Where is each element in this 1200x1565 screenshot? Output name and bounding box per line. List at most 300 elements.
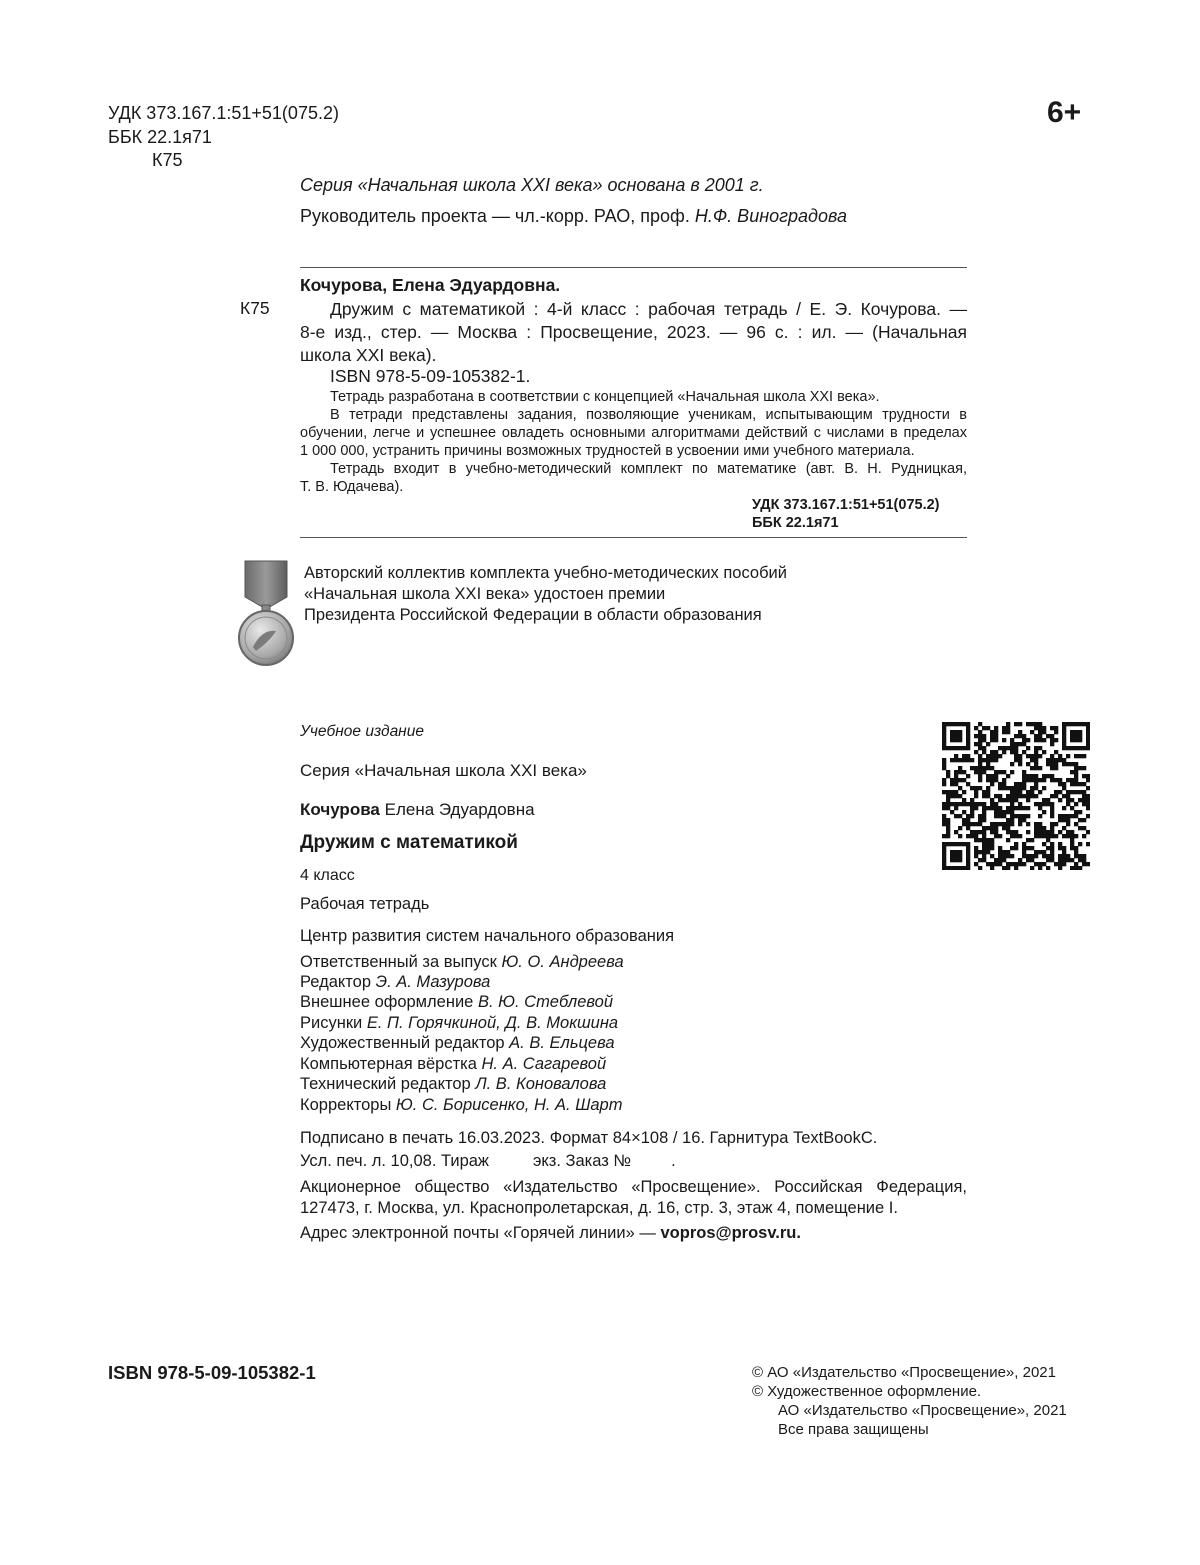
qr-module (1042, 726, 1046, 730)
qr-module (1050, 774, 1054, 778)
qr-module (1066, 818, 1070, 822)
qr-module (954, 790, 958, 794)
qr-module (1078, 842, 1082, 846)
qr-module (978, 766, 982, 770)
qr-module (1050, 734, 1054, 738)
qr-module (1010, 806, 1014, 810)
qr-module (1082, 858, 1086, 862)
qr-module (1062, 834, 1066, 838)
qr-module (1074, 730, 1078, 734)
qr-module (1030, 754, 1034, 758)
qr-module (1054, 822, 1058, 826)
qr-module (990, 806, 994, 810)
qr-module (1054, 750, 1058, 754)
qr-module (998, 770, 1002, 774)
qr-module (954, 730, 958, 734)
annotation-line: 1 000 000, устранить причины возможных трудностей в усвоении ими учебного материала. (300, 443, 915, 459)
qr-module (1002, 770, 1006, 774)
qr-module (966, 814, 970, 818)
qr-module (1066, 822, 1070, 826)
bbk-top: ББК 22.1я71 (108, 127, 212, 147)
qr-module (1078, 810, 1082, 814)
qr-module (1066, 802, 1070, 806)
qr-module (1054, 790, 1058, 794)
qr-module (1062, 738, 1066, 742)
qr-module (1018, 790, 1022, 794)
qr-module (1054, 730, 1058, 734)
qr-module (1010, 746, 1014, 750)
qr-module (1026, 806, 1030, 810)
qr-module (954, 854, 958, 858)
qr-module (1030, 730, 1034, 734)
qr-module (1070, 770, 1074, 774)
qr-module (1054, 726, 1058, 730)
qr-module (986, 766, 990, 770)
qr-module (978, 830, 982, 834)
qr-module (994, 778, 998, 782)
qr-module (1046, 762, 1050, 766)
qr-module (1010, 750, 1014, 754)
qr-module (1070, 846, 1074, 850)
credit-role: Корректоры (300, 1096, 392, 1114)
qr-module (958, 866, 962, 870)
qr-module (958, 802, 962, 806)
project-lead-name: Н.Ф. Виноградова (694, 206, 847, 226)
qr-module (986, 826, 990, 830)
qr-module (978, 838, 982, 842)
qr-module (950, 794, 954, 798)
qr-module (1078, 766, 1082, 770)
qr-module (1006, 794, 1010, 798)
qr-module (1074, 814, 1078, 818)
qr-module (1082, 746, 1086, 750)
qr-module (974, 734, 978, 738)
qr-module (1058, 866, 1062, 870)
qr-module (1018, 722, 1022, 726)
qr-module (982, 770, 986, 774)
qr-module (1050, 830, 1054, 834)
qr-module (998, 854, 1002, 858)
qr-module (1066, 762, 1070, 766)
qr-module (1050, 802, 1054, 806)
qr-module (1022, 814, 1026, 818)
qr-module (986, 850, 990, 854)
qr-module (946, 746, 950, 750)
qr-module (978, 850, 982, 854)
qr-module (1006, 854, 1010, 858)
qr-module (1026, 790, 1030, 794)
qr-module (1086, 746, 1090, 750)
qr-module (1022, 750, 1026, 754)
qr-module (994, 758, 998, 762)
qr-module (1078, 738, 1082, 742)
qr-module (950, 722, 954, 726)
copyright-block (752, 1363, 1067, 1439)
qr-module (970, 758, 974, 762)
qr-module (1006, 726, 1010, 730)
qr-module (1026, 846, 1030, 850)
qr-module (1018, 794, 1022, 798)
qr-module (966, 774, 970, 778)
qr-module (1062, 758, 1066, 762)
qr-module (1014, 754, 1018, 758)
qr-module (1070, 798, 1074, 802)
qr-module (990, 798, 994, 802)
qr-module (974, 850, 978, 854)
qr-module (1058, 862, 1062, 866)
qr-module (982, 850, 986, 854)
qr-module (942, 734, 946, 738)
qr-module (1074, 782, 1078, 786)
qr-module (1014, 790, 1018, 794)
qr-module (1002, 778, 1006, 782)
qr-module (1058, 854, 1062, 858)
qr-module (1058, 782, 1062, 786)
qr-module (1046, 734, 1050, 738)
qr-module (990, 866, 994, 870)
qr-module (1050, 738, 1054, 742)
catalog-isbn: ISBN 978-5-09-105382-1. (330, 366, 531, 386)
qr-module (1038, 822, 1042, 826)
qr-module (1030, 786, 1034, 790)
qr-module (1054, 778, 1058, 782)
qr-module (1074, 762, 1078, 766)
qr-module (990, 754, 994, 758)
qr-module (962, 866, 966, 870)
qr-module (1014, 830, 1018, 834)
qr-module (942, 722, 946, 726)
qr-module (1062, 722, 1066, 726)
qr-module (1010, 794, 1014, 798)
catalog-annotation (300, 388, 967, 496)
qr-module (1026, 858, 1030, 862)
qr-module (1070, 722, 1074, 726)
qr-module (950, 730, 954, 734)
qr-module (1050, 834, 1054, 838)
credit-row (300, 1014, 618, 1033)
qr-module (1050, 846, 1054, 850)
qr-module (1066, 814, 1070, 818)
qr-module (1042, 730, 1046, 734)
qr-module (1074, 790, 1078, 794)
qr-module (998, 846, 1002, 850)
qr-module (950, 734, 954, 738)
qr-module (1078, 734, 1082, 738)
qr-module (974, 726, 978, 730)
qr-module (978, 770, 982, 774)
award-text (304, 563, 787, 626)
credit-row (300, 1075, 606, 1094)
qr-module (1058, 818, 1062, 822)
copyright-line: АО «Издательство «Просвещение», 2021 (778, 1402, 1067, 1419)
qr-module (962, 810, 966, 814)
project-lead-label: Руководитель проекта — чл.-корр. РАО, проф. (300, 206, 690, 226)
qr-module (974, 742, 978, 746)
qr-module (982, 738, 986, 742)
qr-module (1010, 814, 1014, 818)
qr-module (994, 830, 998, 834)
qr-module (966, 834, 970, 838)
qr-module (1030, 790, 1034, 794)
qr-module (978, 786, 982, 790)
qr-module (994, 730, 998, 734)
qr-module (1042, 786, 1046, 790)
qr-module (966, 734, 970, 738)
qr-module (1022, 862, 1026, 866)
qr-module (1018, 734, 1022, 738)
award-line: «Начальная школа XXI века» удостоен премии (304, 585, 666, 603)
qr-module (978, 734, 982, 738)
qr-module (1010, 862, 1014, 866)
qr-module (1006, 746, 1010, 750)
qr-module (994, 814, 998, 818)
qr-module (994, 822, 998, 826)
qr-module (1062, 730, 1066, 734)
qr-module (1010, 810, 1014, 814)
qr-module (978, 774, 982, 778)
qr-module (990, 862, 994, 866)
qr-module (1022, 850, 1026, 854)
qr-module (954, 850, 958, 854)
qr-module (978, 762, 982, 766)
qr-module (1086, 798, 1090, 802)
qr-module (1042, 834, 1046, 838)
qr-module (982, 810, 986, 814)
qr-module (966, 746, 970, 750)
catalog-author-code: К75 (240, 298, 270, 318)
qr-module (1022, 842, 1026, 846)
qr-module (1018, 814, 1022, 818)
qr-module (1034, 850, 1038, 854)
catalog-description-line: Дружим с математикой : 4-й класс : рабочая тетрадь / Е. Э. Кочурова. — (330, 299, 967, 319)
qr-module (1002, 798, 1006, 802)
qr-module (982, 758, 986, 762)
qr-module (946, 842, 950, 846)
qr-module (1010, 742, 1014, 746)
qr-module (1062, 826, 1066, 830)
qr-module (1026, 822, 1030, 826)
qr-module (982, 746, 986, 750)
qr-module (1014, 798, 1018, 802)
qr-module (942, 730, 946, 734)
qr-module (1014, 842, 1018, 846)
catalog-description-line: 8-е изд., стер. — Москва : Просвещение, 2023. — 96 с. : ил. — (Начальная (300, 322, 967, 342)
qr-module (1050, 858, 1054, 862)
qr-module (1070, 834, 1074, 838)
qr-module (962, 754, 966, 758)
qr-module (1074, 774, 1078, 778)
qr-module (966, 846, 970, 850)
qr-module (1038, 814, 1042, 818)
qr-module (994, 750, 998, 754)
qr-module (1030, 838, 1034, 842)
qr-module (990, 730, 994, 734)
qr-module (1010, 762, 1014, 766)
qr-module (1086, 722, 1090, 726)
qr-module (1042, 842, 1046, 846)
qr-module (1050, 850, 1054, 854)
qr-module (1010, 830, 1014, 834)
qr-module (946, 770, 950, 774)
qr-module (998, 782, 1002, 786)
qr-module (942, 822, 946, 826)
qr-module (962, 778, 966, 782)
qr-module (978, 742, 982, 746)
qr-module (958, 734, 962, 738)
qr-module (1018, 818, 1022, 822)
qr-module (986, 762, 990, 766)
qr-module (958, 854, 962, 858)
qr-module (1026, 774, 1030, 778)
qr-module (966, 738, 970, 742)
qr-module (1086, 862, 1090, 866)
qr-module (1022, 786, 1026, 790)
qr-module (1046, 830, 1050, 834)
qr-module (1034, 746, 1038, 750)
annotation-line: Тетрадь входит в учебно-методический комплект по математике (авт. В. Н. Рудницкая, (330, 461, 967, 477)
qr-module (1026, 798, 1030, 802)
qr-module (1018, 786, 1022, 790)
qr-module (1070, 806, 1074, 810)
qr-module (950, 758, 954, 762)
qr-module (950, 746, 954, 750)
credit-row (300, 993, 613, 1012)
qr-module (1022, 794, 1026, 798)
qr-module (990, 846, 994, 850)
qr-module (998, 858, 1002, 862)
qr-module (1002, 782, 1006, 786)
qr-module (1030, 858, 1034, 862)
qr-module (1010, 834, 1014, 838)
qr-module (1034, 802, 1038, 806)
qr-module (954, 782, 958, 786)
qr-module (1022, 854, 1026, 858)
qr-module (974, 766, 978, 770)
qr-module (1050, 810, 1054, 814)
qr-module (1030, 758, 1034, 762)
qr-module (998, 754, 1002, 758)
qr-module (942, 834, 946, 838)
qr-module (1014, 750, 1018, 754)
qr-module (986, 842, 990, 846)
imprint-grade: 4 класс (300, 867, 355, 884)
qr-module (954, 806, 958, 810)
qr-module (958, 738, 962, 742)
qr-module (1054, 794, 1058, 798)
qr-module (1010, 770, 1014, 774)
qr-module (1058, 858, 1062, 862)
imprint-center: Центр развития систем начального образования (300, 927, 675, 945)
annotation-line: В тетради представлены задания, позволяющие ученикам, испытывающим трудности в (330, 407, 967, 423)
qr-module (1062, 782, 1066, 786)
qr-module (1050, 766, 1054, 770)
qr-module (1038, 766, 1042, 770)
qr-module (982, 734, 986, 738)
qr-module (1042, 774, 1046, 778)
publisher-address (300, 1177, 967, 1219)
qr-module (1026, 746, 1030, 750)
annotation-line: Тетрадь разработана в соответствии с концепцией «Начальная школа XXI века». (330, 389, 880, 405)
qr-module (942, 842, 946, 846)
qr-module (1030, 766, 1034, 770)
qr-module (970, 786, 974, 790)
copyright-line: Все права защищены (778, 1421, 929, 1438)
qr-module (1034, 854, 1038, 858)
qr-module (1038, 802, 1042, 806)
qr-module (998, 810, 1002, 814)
qr-module (966, 754, 970, 758)
qr-module (1022, 846, 1026, 850)
qr-module (994, 810, 998, 814)
qr-module (1018, 730, 1022, 734)
qr-module (1034, 786, 1038, 790)
qr-module (954, 738, 958, 742)
qr-module (982, 726, 986, 730)
qr-module (1082, 862, 1086, 866)
qr-module (966, 862, 970, 866)
credit-person: Э. А. Мазурова (375, 973, 491, 991)
qr-module (990, 830, 994, 834)
qr-module (1030, 722, 1034, 726)
qr-module (982, 790, 986, 794)
qr-module (1046, 834, 1050, 838)
qr-module (982, 750, 986, 754)
qr-module (994, 734, 998, 738)
qr-module (1030, 774, 1034, 778)
imprint-title: Дружим с математикой (300, 832, 518, 853)
qr-module (1062, 850, 1066, 854)
qr-module (942, 806, 946, 810)
qr-module (1026, 814, 1030, 818)
qr-module (1030, 866, 1034, 870)
qr-module (998, 834, 1002, 838)
qr-module (1006, 786, 1010, 790)
qr-module (1038, 734, 1042, 738)
qr-module (1086, 726, 1090, 730)
qr-module (1074, 778, 1078, 782)
qr-module (994, 794, 998, 798)
qr-module (1066, 754, 1070, 758)
qr-module (1078, 858, 1082, 862)
project-lead (300, 206, 847, 227)
qr-module (1066, 746, 1070, 750)
qr-module (1034, 762, 1038, 766)
qr-module (1038, 754, 1042, 758)
credit-row (300, 1055, 606, 1074)
qr-module (974, 770, 978, 774)
qr-module (954, 866, 958, 870)
annotation-line: обучении, легче и успешнее овладеть основными алгоритмами действий с числами в пределах (300, 425, 967, 441)
qr-module (1050, 822, 1054, 826)
qr-module (1026, 722, 1030, 726)
qr-module (942, 862, 946, 866)
qr-module (1078, 782, 1082, 786)
qr-module (954, 770, 958, 774)
qr-module (1074, 802, 1078, 806)
qr-module (950, 850, 954, 854)
qr-module (1070, 814, 1074, 818)
qr-module (970, 766, 974, 770)
catalog-bottom-rule (300, 537, 967, 538)
qr-module (990, 802, 994, 806)
qr-module (986, 838, 990, 842)
qr-module (1042, 738, 1046, 742)
qr-module (942, 818, 946, 822)
qr-module (978, 778, 982, 782)
qr-module (1006, 850, 1010, 854)
qr-module (986, 846, 990, 850)
qr-module (966, 822, 970, 826)
